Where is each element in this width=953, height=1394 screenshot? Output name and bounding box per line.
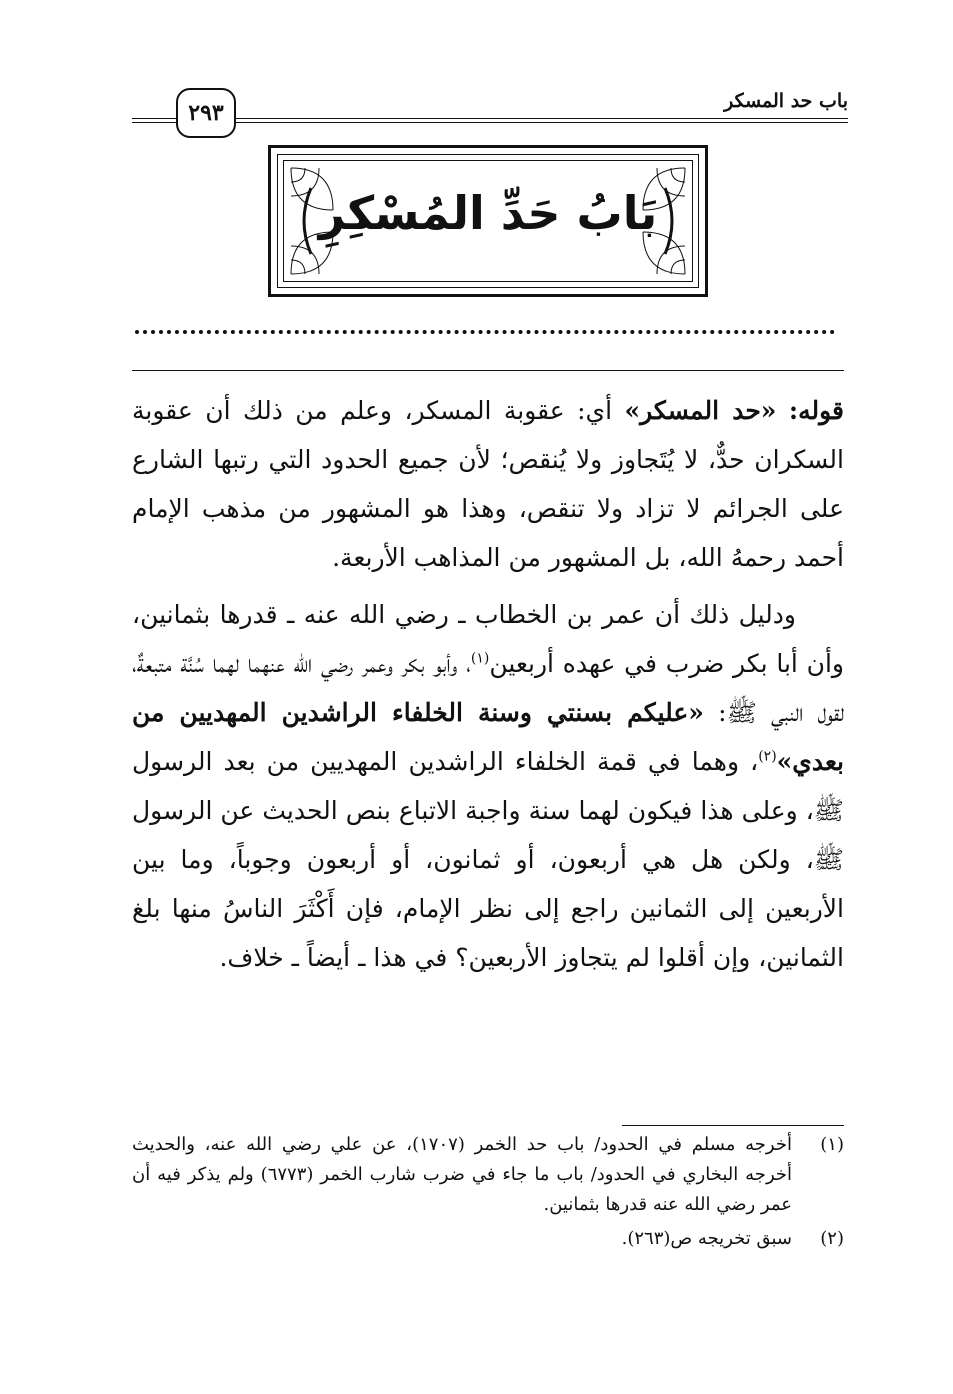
paragraph-text: أي: عقوبة المسكر، وعلم من ذلك أن عقوبة السكران حدٌّ، لا يُتَجاوز ولا يُنقص؛ لأن جميع الحدود التي رتبها الشارع على الجرائم لا تزاد ولا تنقص، وهذا هو المشهور من مذهب الإمام أحمد رحمهُ الله، بل المشهور من المذاهب الأربعة. <box>132 396 844 572</box>
chapter-title-frame <box>268 145 708 297</box>
body-text <box>132 386 844 982</box>
header-rule <box>232 122 848 123</box>
paragraph <box>132 386 844 582</box>
footnote-text: سبق تخريجه ص(٢٦٣). <box>621 1228 792 1249</box>
chapter-title: بَابُ حَدِّ المُسْكِرِ <box>318 186 658 240</box>
section-rule <box>132 370 844 371</box>
footnote-ref[interactable]: (٢) <box>758 748 777 765</box>
paragraph-text: ، وأبو بكر وعمر رضي الله عنهما لهما سُنَّة متبعةٌ، لقول النبي ﷺ: <box>132 649 845 727</box>
footnotes <box>132 1130 844 1258</box>
footnote <box>132 1224 844 1254</box>
footnote-number: (٢) <box>820 1228 844 1249</box>
quoted-term: «حد المسكر» <box>624 396 777 425</box>
header-rule <box>232 118 848 119</box>
footnote-number: (١) <box>820 1134 844 1155</box>
dotted-separator <box>135 330 835 334</box>
paragraph-text: ودليل ذلك أن عمر بن الخطاب ـ رضي الله عنه ـ قدرها بثمانين، وأن أبا بكر ضرب في عهده أربعين <box>132 600 844 678</box>
hadith-quote: «عليكم بسنتي وسنة الخلفاء الراشدين المهديين من بعدي» <box>132 698 844 776</box>
running-title: باب حد المسكر <box>724 90 848 112</box>
header-rule <box>132 122 176 123</box>
lead-word: قوله: <box>788 396 844 425</box>
footnote-text: أخرجه مسلم في الحدود/ باب حد الخمر (١٧٠٧)، عن علي رضي الله عنه، والحديث أخرجه البخاري في الحدود/ باب ما جاء في ضرب شارب الخمر (٦٧٧٣) ولم يذكر فيه أن عمر رضي الله عنه قدرها بثمانين. <box>132 1134 792 1215</box>
paragraph <box>132 590 844 982</box>
footnote-ref[interactable]: (١) <box>470 650 490 667</box>
running-header <box>132 78 848 138</box>
footnote-rule <box>622 1125 844 1126</box>
paragraph-text: ، وهما في قمة الخلفاء الراشدين المهديين من بعد الرسول ﷺ، وعلى هذا فيكون لهما سنة واجبة الاتباع بنص الحديث عن الرسول ﷺ، ولكن هل هي أربعون، أو ثمانون، أو أربعون وجوباً، وما بين الأربعين إلى الثمانين راجع إلى نظر الإمام، فإن أَكْثَرَ الناسُ منها بلغ الثمانين، وإن أقلوا لم يتجاوز الأربعين؟ في هذا ـ أيضاً ـ خلاف. <box>132 747 844 972</box>
footnote <box>132 1130 844 1220</box>
page-number: ٢٩٣ <box>176 88 236 138</box>
header-rule <box>132 118 176 119</box>
